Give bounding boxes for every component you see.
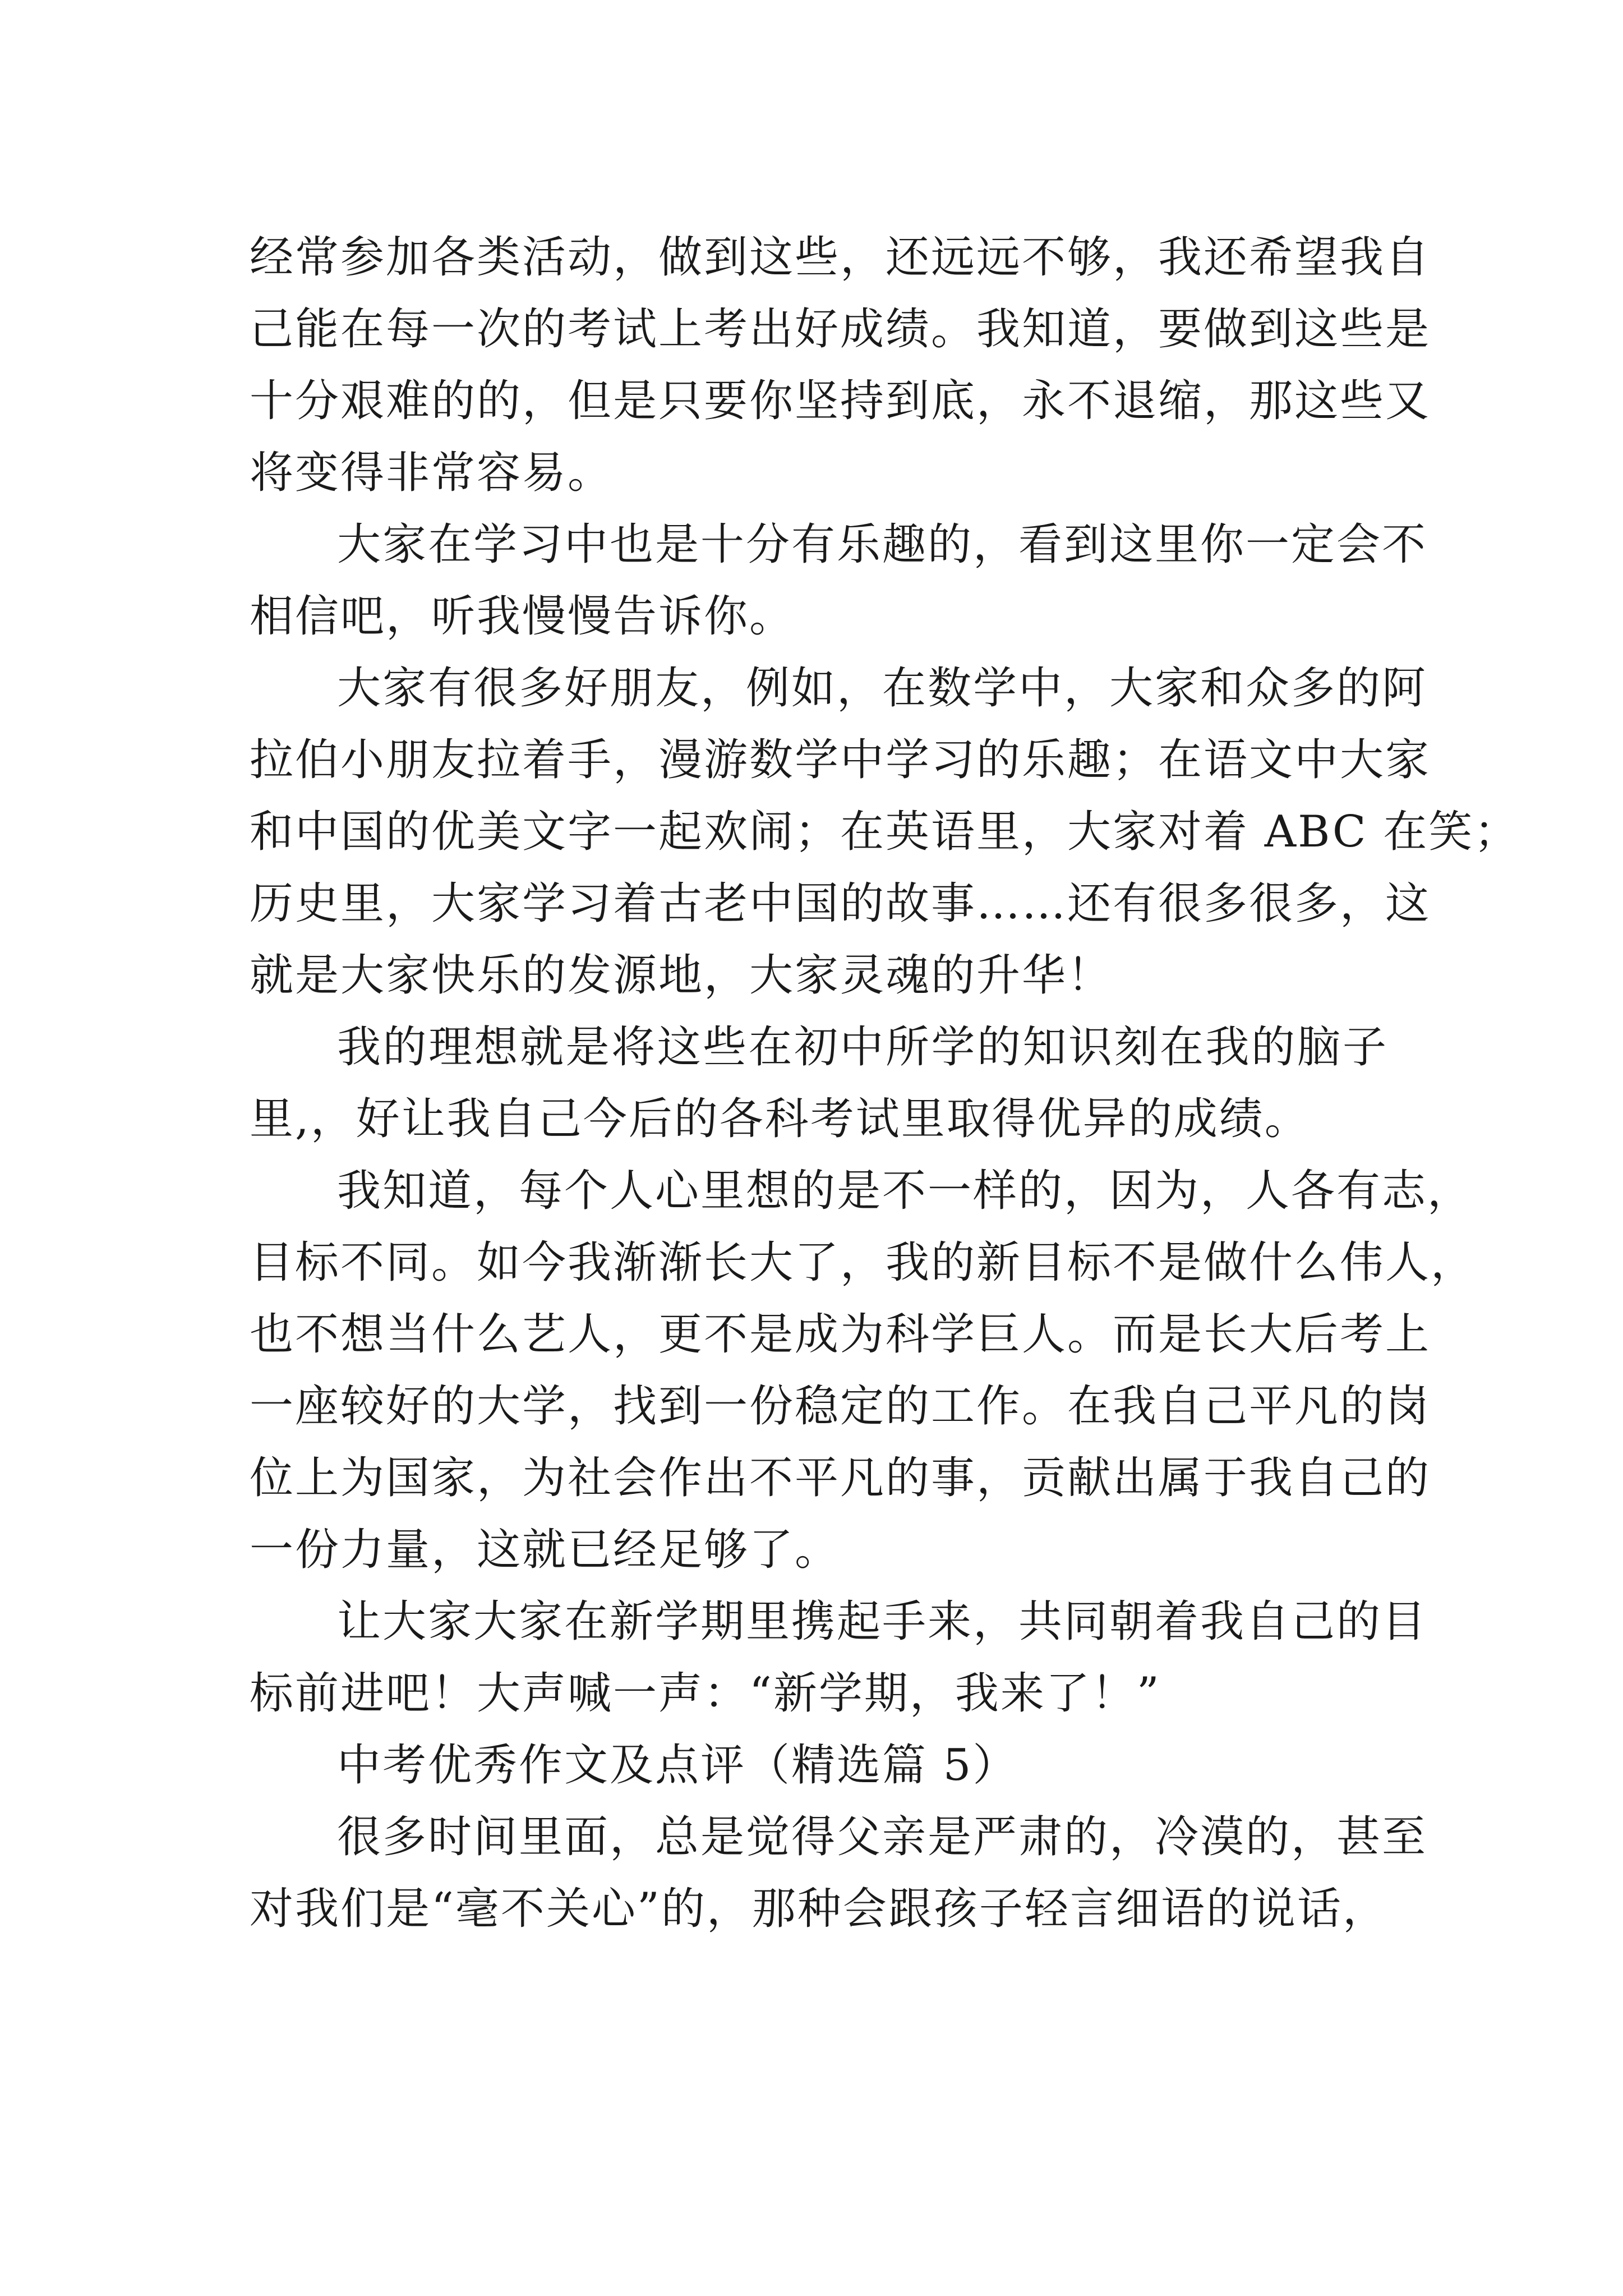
paragraph-first-line: 让大家大家在新学期里携起手来，共同朝着我自己的目 xyxy=(337,1596,1428,1647)
text-line: 将变得非常容易。 xyxy=(250,448,614,498)
text-line: 相信吧，听我慢慢告诉你。 xyxy=(250,591,795,642)
text-line: 己能在每一次的考试上考出好成绩。我知道，要做到这些是 xyxy=(250,304,1431,355)
text-line: 和中国的优美文字一起欢闹；在英语里，大家对着 ABC 在笑； xyxy=(250,807,1520,857)
paragraph-first-line: 大家在学习中也是十分有乐趣的，看到这里你一定会不 xyxy=(337,519,1428,570)
text-line: 拉伯小朋友拉着手，漫游数学中学习的乐趣；在语文中大家 xyxy=(250,735,1431,785)
text-line: 里,，好让我自己今后的各科考试里取得优异的成绩。 xyxy=(250,1094,1310,1144)
paragraph-first-line: 我知道，每个人心里想的是不一样的，因为，人各有志， xyxy=(337,1166,1473,1216)
document-body xyxy=(250,222,1520,1945)
text-line: 也不想当什么艺人，更不是成为科学巨人。而是长大后考上 xyxy=(250,1309,1431,1360)
text-line: 经常参加各类活动，做到这些，还远远不够，我还希望我自 xyxy=(250,232,1431,283)
text-line: 就是大家快乐的发源地，大家灵魂的升华！ xyxy=(250,950,1113,1001)
text-line: 对我们是“毫不关心”的，那种会跟孩子轻言细语的说话， xyxy=(250,1884,1388,1934)
text-line: 位上为国家，为社会作出不平凡的事，贡献出属于我自己的 xyxy=(250,1453,1431,1503)
paragraph-first-line: 很多时间里面，总是觉得父亲是严肃的，冷漠的，甚至 xyxy=(337,1812,1428,1862)
text-line: 十分艰难的的，但是只要你坚持到底，永不退缩，那这些又 xyxy=(250,376,1431,426)
text-line: 标前进吧！大声喊一声：“新学期，我来了！” xyxy=(250,1668,1161,1719)
text-line: 历史里，大家学习着古老中国的故事……还有很多很多，这 xyxy=(250,878,1431,929)
paragraph-first-line: 大家有很多好朋友，例如，在数学中，大家和众多的阿 xyxy=(337,663,1428,714)
text-line: 目标不同。如今我渐渐长大了，我的新目标不是做什么伟人， xyxy=(250,1237,1477,1288)
section-heading: 中考优秀作文及点评（精选篇 5） xyxy=(337,1740,1018,1791)
paragraph-first-line: 我的理想就是将这些在初中所学的知识刻在我的脑子 xyxy=(337,1022,1388,1073)
text-line: 一座较好的大学，找到一份稳定的工作。在我自己平凡的岗 xyxy=(250,1381,1431,1432)
text-line: 一份力量，这就已经足够了。 xyxy=(250,1525,841,1575)
